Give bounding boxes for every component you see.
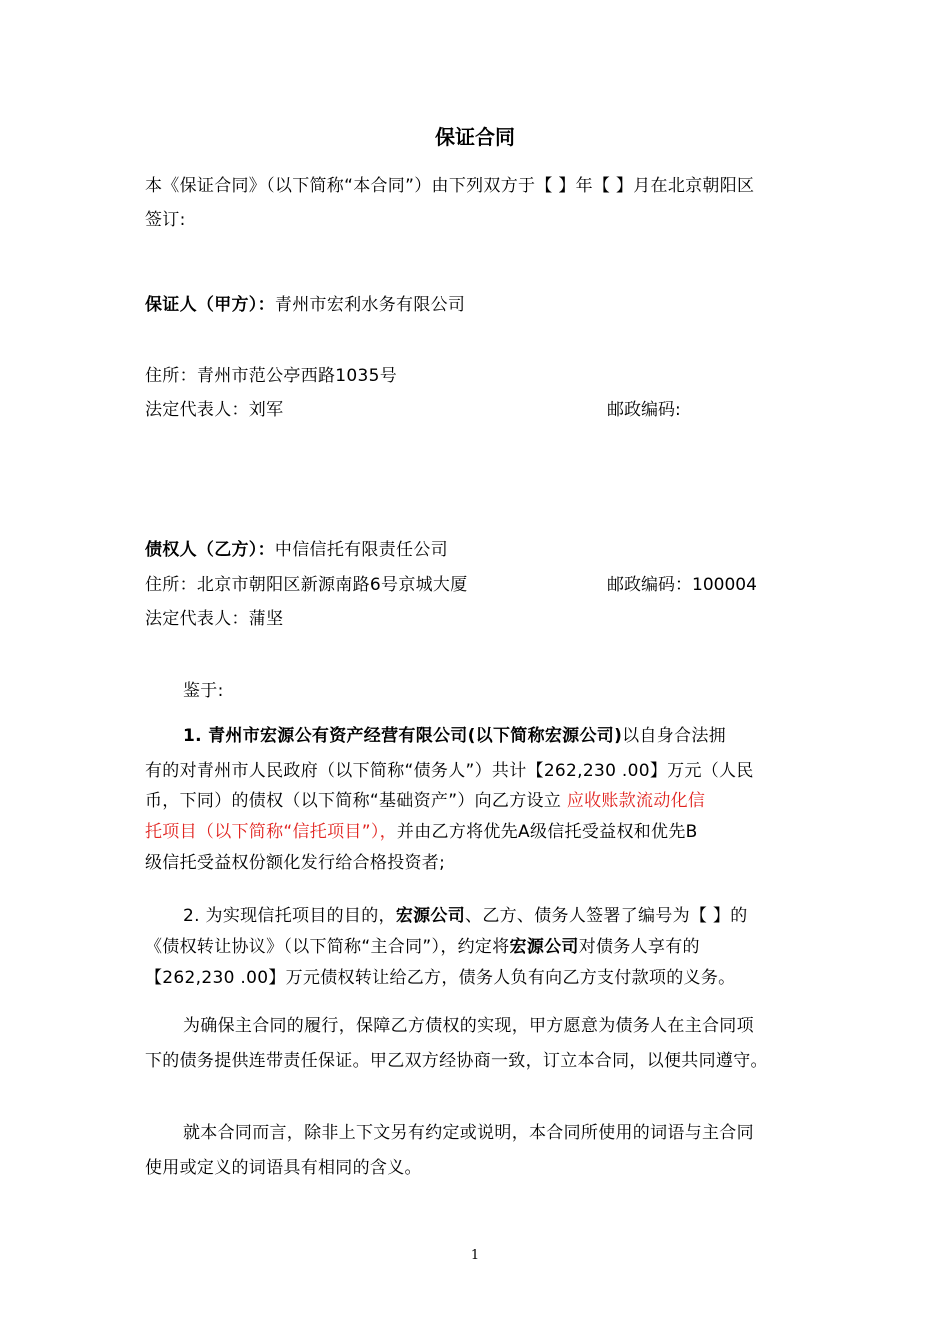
intro-line-1: 本《保证合同》（以下简称“本合同”）由下列双方于【 】年【 】月在北京朝阳区 <box>145 176 755 196</box>
party-b-rep: 法定代表人：蒲坚 <box>145 609 284 629</box>
clause2-l1-a: 2. 为实现信托项目的目的， <box>183 906 396 926</box>
clause2-l2-bold: 宏源公司 <box>509 937 579 957</box>
party-a-line <box>145 293 807 317</box>
party-b-label: 债权人（乙方） <box>145 540 258 560</box>
party-a-postcode: 邮政编码: <box>607 400 681 420</box>
party-b-postcode: 邮政编码：100004 <box>607 575 757 595</box>
party-a-rep: 法定代表人：刘军 <box>145 400 284 420</box>
party-b-line <box>145 538 807 562</box>
clause2-line-2 <box>145 935 807 959</box>
clause2-l1-b: 、乙方、债务人签署了编号为【 】的 <box>465 906 748 926</box>
clause1-bold: 青州市宏源公有资产经营有限公司(以下简称宏源公司) <box>208 726 623 746</box>
party-a-sep: ： <box>257 295 275 315</box>
clause1-l4-plain: 并由乙方将优先A级信托受益权和优先B <box>396 822 698 842</box>
para4-line-1: 就本合同而言，除非上下文另有约定或说明，本合同所使用的词语与主合同 <box>183 1123 754 1143</box>
page-number: 1 <box>470 1248 480 1263</box>
party-a-label: 保证人（甲方） <box>145 295 258 315</box>
clause1-line-3 <box>145 789 807 813</box>
clause2-l1-bold: 宏源公司 <box>395 906 466 926</box>
clause1-line-1 <box>183 724 807 748</box>
clause1-l3-plain: 币，下同）的债权（以下简称“基础资产”）向乙方设立 <box>145 791 567 811</box>
clause1-line-4 <box>145 820 807 844</box>
clause2-l2-b: 对债务人享有的 <box>578 937 700 957</box>
clause1-num: 1. <box>183 726 209 746</box>
party-b-sep: ： <box>257 540 275 560</box>
clause1-l3-red: 应收账款流动化信 <box>566 791 706 811</box>
clause1-l1-rest: 以自身合法拥 <box>622 726 726 746</box>
clause2-line-3: 【262,230 .00】万元债权转让给乙方，债务人负有向乙方支付款项的义务。 <box>145 968 736 988</box>
document-title: 保证合同 <box>435 125 515 149</box>
para3-line-2: 下的债务提供连带责任保证。甲乙双方经协商一致，订立本合同，以便共同遵守。 <box>145 1051 768 1071</box>
party-b-address: 住所：北京市朝阳区新源南路6号京城大厦 <box>145 575 468 595</box>
party-a-address: 住所：青州市范公亭西路1035号 <box>145 366 398 386</box>
para4-line-2: 使用或定义的词语具有相同的含义。 <box>145 1158 422 1178</box>
clause1-l4-red: 托项目（以下简称“信托项目”）， <box>145 822 397 842</box>
clause2-line-1 <box>183 904 807 928</box>
intro-line-2: 签订: <box>145 210 186 230</box>
clause2-l2-a: 《债权转让协议》（以下简称“主合同”），约定将 <box>145 937 510 957</box>
party-a-name: 青州市宏利水务有限公司 <box>274 295 466 315</box>
whereas-heading: 鉴于: <box>183 681 224 701</box>
clause1-line-5: 级信托受益权份额化发行给合格投资者; <box>145 853 446 873</box>
party-b-name: 中信信托有限责任公司 <box>274 540 448 560</box>
para3-line-1: 为确保主合同的履行，保障乙方债权的实现，甲方愿意为债务人在主合同项 <box>183 1016 754 1036</box>
clause1-line-2: 有的对青州市人民政府（以下简称“债务人”）共计【262,230 .00】万元（人民 <box>145 761 754 781</box>
